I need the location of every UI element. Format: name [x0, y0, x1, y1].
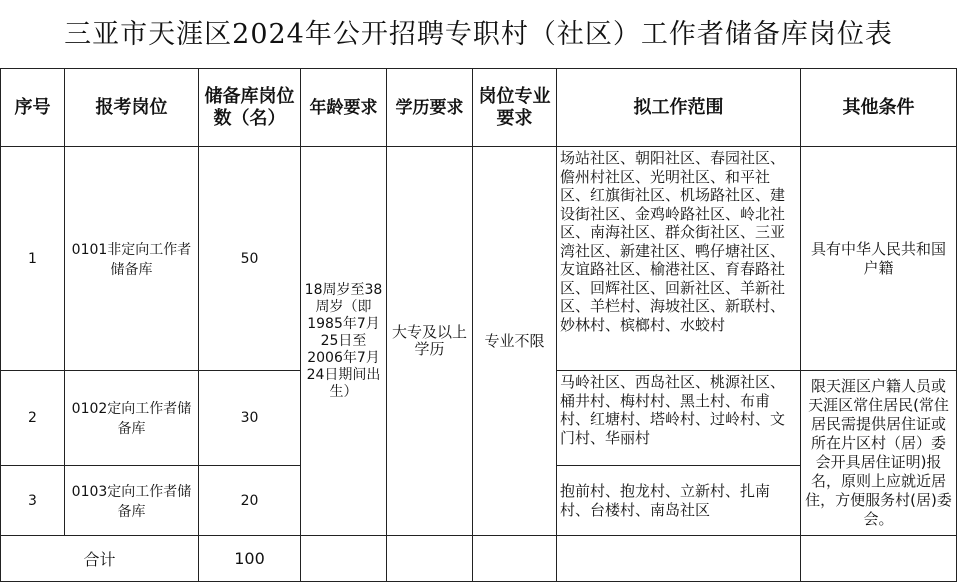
major-requirement: 专业不限 [473, 147, 557, 536]
page-title: 三亚市天涯区2024年公开招聘专职村（社区）工作者储备库岗位表 [64, 19, 893, 50]
header-count: 储备库岗位数（名） [199, 69, 301, 147]
row-seq: 2 [1, 371, 65, 466]
total-value: 100 [199, 536, 301, 582]
row-other: 具有中华人民共和国户籍 [801, 147, 957, 371]
edu-requirement: 大专及以上学历 [387, 147, 473, 536]
header-post: 报考岗位 [65, 69, 199, 147]
total-empty-cell [801, 536, 957, 582]
directed-other-conditions: 限天涯区户籍人员或天涯区常住居民(常住居民需提供居住证或所在片区村（居）委会开具居住证明)报名，原则上应就近居住，方便服务村(居)委会。 [801, 371, 957, 536]
total-row [1, 536, 957, 582]
row-count: 50 [199, 147, 301, 371]
header-edu: 学历要求 [387, 69, 473, 147]
row-post: 0102定向工作者储备库 [65, 371, 199, 466]
header-row [1, 69, 957, 147]
total-empty-cell [387, 536, 473, 582]
header-age: 年龄要求 [301, 69, 387, 147]
row-scope: 场站社区、朝阳社区、春园社区、儋州村社区、光明社区、和平社区、红旗街社区、机场路社区、建设街社区、金鸡岭路社区、岭北社区、南海社区、群众街社区、三亚湾社区、新建社区、鸭仔塘社区、友谊路社区、榆港社区、育春路社区、回辉社区、回新社区、羊新社区、羊栏村、海坡社区、新联村、妙林村、槟榔村、水蛟村 [557, 147, 801, 371]
row-count: 20 [199, 466, 301, 536]
row-scope: 抱前村、抱龙村、立新村、扎南村、台楼村、南岛社区 [557, 466, 801, 536]
row-post: 0101非定向工作者储备库 [65, 147, 199, 371]
row-seq: 1 [1, 147, 65, 371]
row-seq: 3 [1, 466, 65, 536]
row-post: 0103定向工作者储备库 [65, 466, 199, 536]
row-count: 30 [199, 371, 301, 466]
total-empty-cell [301, 536, 387, 582]
total-label: 合计 [1, 536, 199, 582]
header-seq: 序号 [1, 69, 65, 147]
row-scope: 马岭社区、西岛社区、桃源社区、桶井村、梅村村、黑土村、布甫村、红塘村、塔岭村、过岭村、文门村、华丽村 [557, 371, 801, 466]
header-other: 其他条件 [801, 69, 957, 147]
header-major: 岗位专业要求 [473, 69, 557, 147]
table-row [1, 147, 957, 371]
total-empty-cell [557, 536, 801, 582]
header-scope: 拟工作范围 [557, 69, 801, 147]
positions-table [0, 68, 957, 582]
age-requirement: 18周岁至38周岁（即1985年7月25日至2006年7月24日期间出生） [301, 147, 387, 536]
total-empty-cell [473, 536, 557, 582]
